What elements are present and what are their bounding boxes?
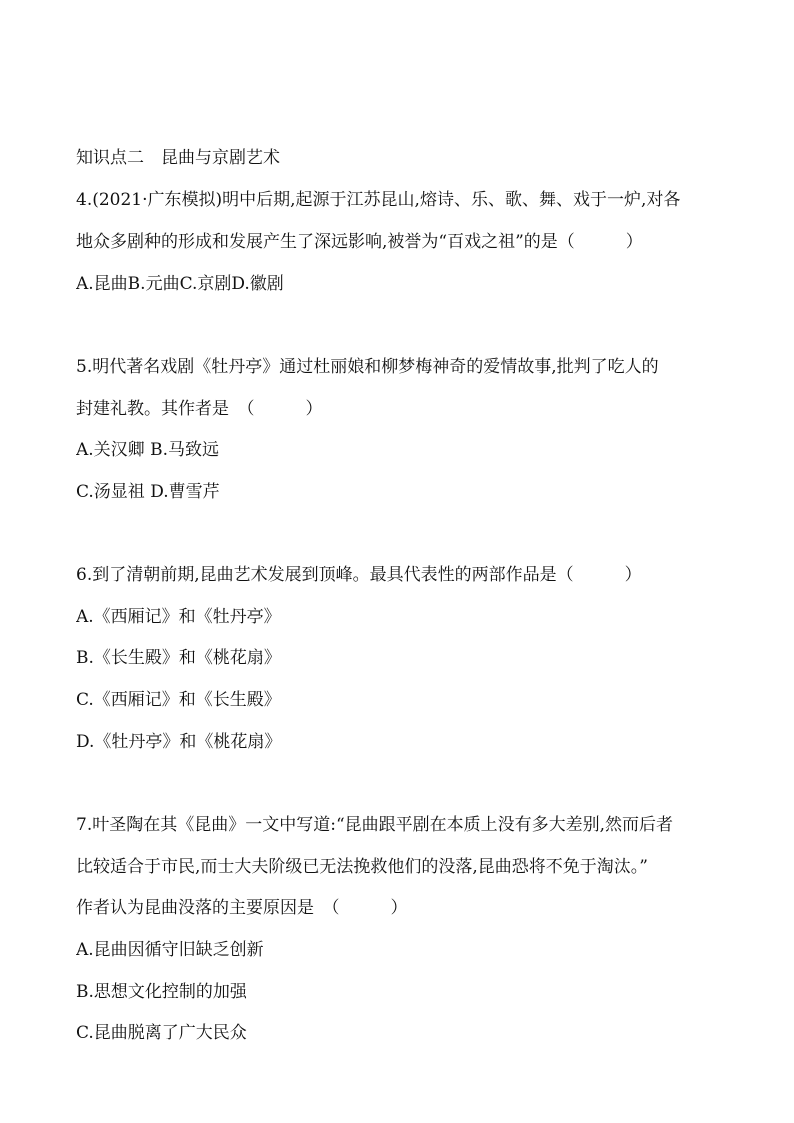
question-7-stem-line-2: 比较适合于市民,而士大夫阶级已无法挽救他们的没落,昆曲恐将不免于淘汰。” bbox=[76, 857, 648, 877]
question-5-option-line-1: A.关汉卿 B.马致远 bbox=[76, 440, 219, 460]
question-6-option-a: A.《西厢记》和《牡丹亭》 bbox=[76, 607, 281, 627]
question-6-option-b: B.《长生殿》和《桃花扇》 bbox=[76, 648, 281, 668]
question-7-option-a: A.昆曲因循守旧缺乏创新 bbox=[76, 940, 264, 960]
question-7-option-b: B.思想文化控制的加强 bbox=[76, 982, 247, 1002]
question-4-options: A.昆曲B.元曲C.京剧D.徽剧 bbox=[76, 274, 284, 294]
question-5-stem-line-1: 5.明代著名戏剧《牡丹亭》通过杜丽娘和柳梦梅神奇的爱情故事,批判了吃人的 bbox=[76, 357, 659, 377]
question-4-stem-line-1: 4.(2021·广东模拟)明中后期,起源于江苏昆山,熔诗、乐、歌、舞、戏于一炉,对各 bbox=[76, 190, 681, 210]
question-6-option-c: C.《西厢记》和《长生殿》 bbox=[76, 690, 281, 710]
question-5-option-line-2: C.汤显祖 D.曹雪芹 bbox=[76, 482, 220, 502]
question-5-stem-line-2: 封建礼教。其作者是 （ ） bbox=[76, 399, 323, 419]
question-7-option-c: C.昆曲脱离了广大民众 bbox=[76, 1023, 247, 1043]
question-7-stem-line-3: 作者认为昆曲没落的主要原因是 （ ） bbox=[76, 898, 408, 918]
question-6-option-d: D.《牡丹亭》和《桃花扇》 bbox=[76, 732, 282, 752]
question-4-stem-line-2: 地众多剧种的形成和发展产生了深远影响,被誉为“百戏之祖”的是（ ） bbox=[76, 232, 643, 252]
question-6-stem-line-1: 6.到了清朝前期,昆曲艺术发展到顶峰。最具代表性的两部作品是（ ） bbox=[76, 565, 642, 585]
question-7-stem-line-1: 7.叶圣陶在其《昆曲》一文中写道:“昆曲跟平剧在本质上没有多大差别,然而后者 bbox=[76, 815, 674, 835]
section-heading: 知识点二 昆曲与京剧艺术 bbox=[76, 148, 280, 168]
